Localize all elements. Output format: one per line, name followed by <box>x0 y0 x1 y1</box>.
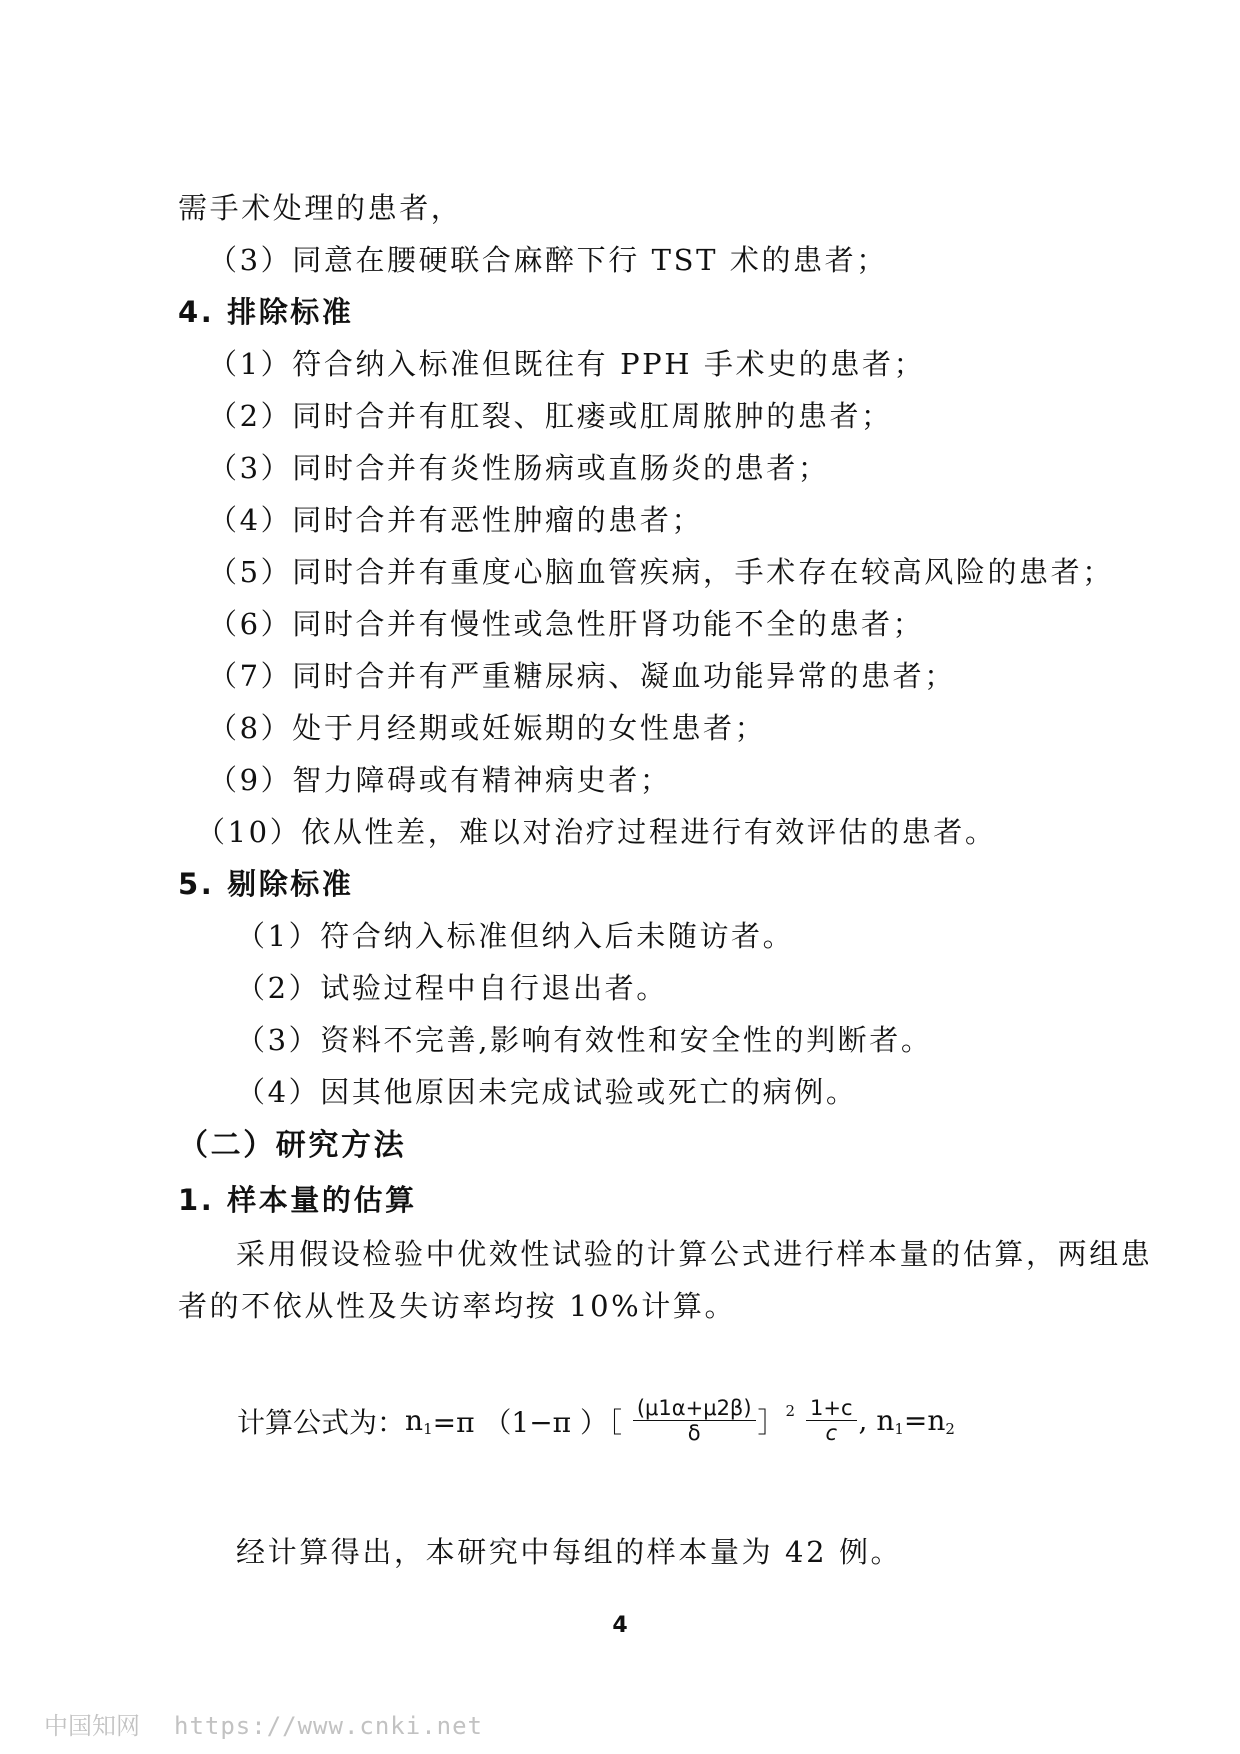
formula-pi-term: =π （1−π ）［ <box>432 1405 622 1439</box>
fraction-2-numerator: 1+c <box>806 1396 857 1421</box>
formula-sub1: 1 <box>423 1420 433 1438</box>
text-line: （3）同意在腰硬联合麻醉下行 TST 术的患者； <box>208 243 888 277</box>
fraction-1-numerator: (μ1α+μ2β) <box>633 1396 756 1421</box>
text-line: （2）试验过程中自行退出者。 <box>236 971 668 1005</box>
section-heading: （二）研究方法 <box>178 1128 407 1163</box>
section-heading: 1. 样本量的估算 <box>178 1183 417 1217</box>
text-line: （1）符合纳入标准但既往有 PPH 手术史的患者； <box>208 347 926 381</box>
formula-tail-eq: =n <box>903 1404 946 1437</box>
text-line: （1）符合纳入标准但纳入后未随访者。 <box>236 919 795 953</box>
formula-square: 2 <box>785 1402 796 1420</box>
watermark-url: https://www.cnki.net <box>174 1712 483 1740</box>
text-line: （3）资料不完善,影响有效性和安全性的判断者。 <box>236 1023 933 1057</box>
text-line: 者的不依从性及失访率均按 10%计算。 <box>178 1289 737 1323</box>
watermark-site: 中国知网 <box>44 1712 140 1740</box>
formula-tail-sub1: 1 <box>894 1420 904 1438</box>
text-line: （9）智力障碍或有精神病史者； <box>208 763 672 797</box>
formula-fraction-1 <box>633 1396 756 1445</box>
text-line: （7）同时合并有严重糖尿病、凝血功能异常的患者； <box>208 659 956 693</box>
cnki-watermark <box>44 1706 483 1741</box>
formula-prefix: 计算公式为： <box>237 1405 406 1439</box>
text-line: （8）处于月经期或妊娠期的女性患者； <box>208 711 767 745</box>
text-line: 经计算得出，本研究中每组的样本量为 42 例。 <box>236 1535 903 1569</box>
fraction-1-denominator: δ <box>687 1421 701 1445</box>
formula-close-bracket: ］ <box>757 1405 786 1439</box>
text-line: （5）同时合并有重度心脑血管疾病，手术存在较高风险的患者； <box>208 555 1114 589</box>
section-heading: 4. 排除标准 <box>178 295 354 329</box>
text-line: 采用假设检验中优效性试验的计算公式进行样本量的估算，两组患 <box>236 1237 1153 1271</box>
text-line: （4）同时合并有恶性肿瘤的患者； <box>208 503 704 537</box>
page-number: 4 <box>612 1613 628 1638</box>
formula-fraction-2 <box>806 1396 857 1445</box>
text-line: （3）同时合并有炎性肠病或直肠炎的患者； <box>208 451 830 485</box>
formula-tail-sub2: 2 <box>945 1420 955 1438</box>
text-line: （10）依从性差，难以对治疗过程进行有效评估的患者。 <box>196 815 997 849</box>
text-line: （2）同时合并有肛裂、肛瘘或肛周脓肿的患者； <box>208 399 893 433</box>
fraction-2-denominator: c <box>825 1421 838 1445</box>
sample-size-formula <box>237 1396 955 1456</box>
text-line: 需手术处理的患者， <box>178 191 463 225</box>
section-heading: 5. 剔除标准 <box>178 867 354 901</box>
formula-tail-n1: , n <box>858 1404 895 1437</box>
formula-n1: n <box>405 1404 424 1437</box>
text-line: （4）因其他原因未完成试验或死亡的病例。 <box>236 1075 858 1109</box>
text-line: （6）同时合并有慢性或急性肝肾功能不全的患者； <box>208 607 925 641</box>
